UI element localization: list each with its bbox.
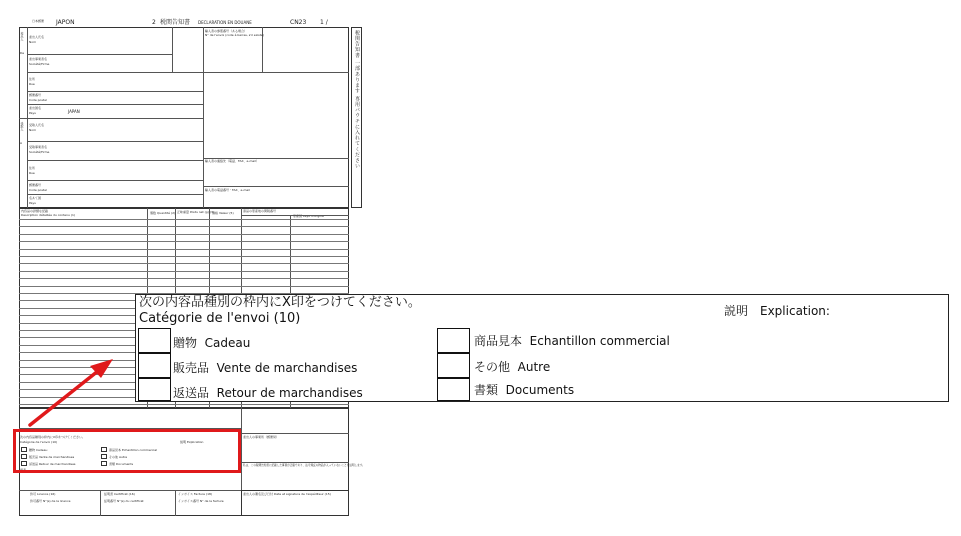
option-sample-fr: Echantillon commercial [529,334,670,348]
mini-cert: 私は、この税関告知書に記載した事項が正確であり、法令違反の物品が入っていないことを証明します。 [243,464,365,467]
option-documents-label [474,384,574,396]
col-contents: 内容品の詳細な記載 [21,209,49,213]
sender-name-jp: 差出人氏名 [29,35,45,39]
mini-explication: 説明 Explication [180,440,204,444]
importer-ref-fr: N° de l'envoi (code à barres, s'il existe) [205,33,264,37]
importer-contact-label: 輸入者の連絡先（電話、FAX、e-mail） [205,159,259,163]
importer-ref-label: 輸入者の参照番号（ある場合） [205,29,248,33]
a-label: A [20,141,23,145]
option-sale-jp: 販売品 [173,361,210,375]
zoom-heading-jp: 次の内容品種別の枠内にX印をつけてください。 [139,295,421,310]
mini-invoice: インボイス Facture (18) [178,492,213,496]
de-label: De [20,51,25,55]
sender-name-fr: Nom [29,40,37,44]
japan-post-logo: 日本郵便 [32,19,45,23]
category-zoom-panel [135,294,949,402]
option-other-jp: その他 [474,360,511,374]
address-fr: Rue [29,82,35,86]
col-contents-fr: Description détaillée du contenu (1) [21,213,76,217]
address-jp: 住所 [29,77,36,81]
mini-cat-fr: Catégorie de l'envoi (10) [20,440,58,444]
option-gift-fr: Cadeau [204,336,251,350]
form-title-jp: 税関告知書 [160,19,191,26]
recipient-country-fr: Pays [29,201,36,205]
option-other-label [474,361,550,373]
mini-license-no: 許可番号 N°(s) de la licence [30,499,71,503]
option-return-label [173,387,363,399]
mini-invoice-no: インボイス番号 N° de la facture [178,499,224,503]
business-fr: Société/Firme [29,62,50,66]
option-documents-fr: Documents [505,383,575,397]
mini-item-sale: 販売品 Vente de marchandises [29,455,75,459]
mini-item-gift: 贈物 Cadeau [29,448,48,452]
recipient-side-label: 受取人 [20,122,24,131]
option-sample-jp: 商品見本 [474,334,523,348]
recipient-postal-jp: 郵便番号 [29,183,42,187]
col-weight: 正味重量 Poids net (g) (3) [177,210,215,214]
recipient-name-jp: 受取人氏名 [29,123,45,127]
country-fr: Pays [29,111,36,115]
mini-office: 差出人の事業所（郵便局） [243,435,280,439]
country-value: JAPAN [68,109,80,114]
recipient-address-fr: Rue [29,171,35,175]
side-note-text: 税関告知書 一部あります 専用パウチに入れてください [354,30,360,169]
col-tariff: 商品の原産地の関税番号 [243,209,277,213]
page-indicator: 1 / [320,19,328,26]
option-gift-jp: 贈物 [173,336,198,350]
option-sale-fr: Vente de marchandises [216,361,358,375]
business-jp: 差出事業者名 [29,57,48,61]
mini-item-sample: 商品見本 Echantillon commercial [109,448,158,452]
postal-fr: Code postal [29,98,47,102]
option-sample-label [474,335,670,347]
mini-license: 許可 Licence (16) [30,492,56,496]
recipient-name-fr: Nom [29,128,37,132]
checkbox-return[interactable] [138,378,171,401]
recipient-postal-fr: Code postal [29,188,47,192]
postal-jp: 郵便番号 [29,93,42,97]
country-jp: 差出国名 [29,106,42,110]
mini-cert-no: 証明番号 N°(s) du certificat [104,499,144,503]
mini-item-other: その他 Autre [109,455,128,459]
recipient-address-jp: 住所 [29,166,36,170]
recipient-business-jp: 受取事業者名 [29,145,48,149]
col-qty: 個数 Quantité (2) [150,211,176,215]
checkbox-documents[interactable] [437,378,470,401]
mini-cat-jp: 次の内容品種別の枠内にX印をつけてください。 [20,435,86,439]
checkbox-sample[interactable] [437,328,470,353]
mini-notes: 備考 [20,468,27,472]
option-documents-jp: 書類 [474,383,499,397]
form-title-fr: DECLARATION EN DOUANE [198,20,252,25]
option-gift-label [173,337,250,349]
checkbox-sale[interactable] [138,353,171,378]
sender-side-label: 差出人 [20,32,24,41]
zoom-explication: 説明 Explication: [724,304,830,318]
col-origin: 原産国 Pays d'origine [293,214,324,218]
form-code: CN23 [290,19,307,26]
checkbox-other[interactable] [437,353,470,378]
option-return-fr: Retour de marchandises [216,386,363,400]
form-number: 2 [152,19,156,26]
zoom-heading-fr: Catégorie de l'envoi (10) [139,311,301,326]
origin-country: JAPON [56,19,75,26]
mini-certificate: 証明書 Certificat (16) [104,492,135,496]
option-return-jp: 返送品 [173,386,210,400]
recipient-country-jp: 名あて国 [29,196,42,200]
mini-sig: 差出人の署名及び日付 Date et signature de l'expéditeur (15) [243,492,331,496]
mini-item-documents: 書類 Documents [109,462,134,466]
option-sale-label [173,362,357,374]
bottom-right-note: 輸入者の電話番号・FAX、e-mail [205,188,250,192]
recipient-business-fr: Société/Firme [29,150,50,154]
mini-item-return: 返送品 Retour de marchandises [29,462,76,466]
option-other-fr: Autre [517,360,551,374]
col-value: 価格 Valeur (5) [212,211,234,215]
checkbox-gift[interactable] [138,328,171,353]
